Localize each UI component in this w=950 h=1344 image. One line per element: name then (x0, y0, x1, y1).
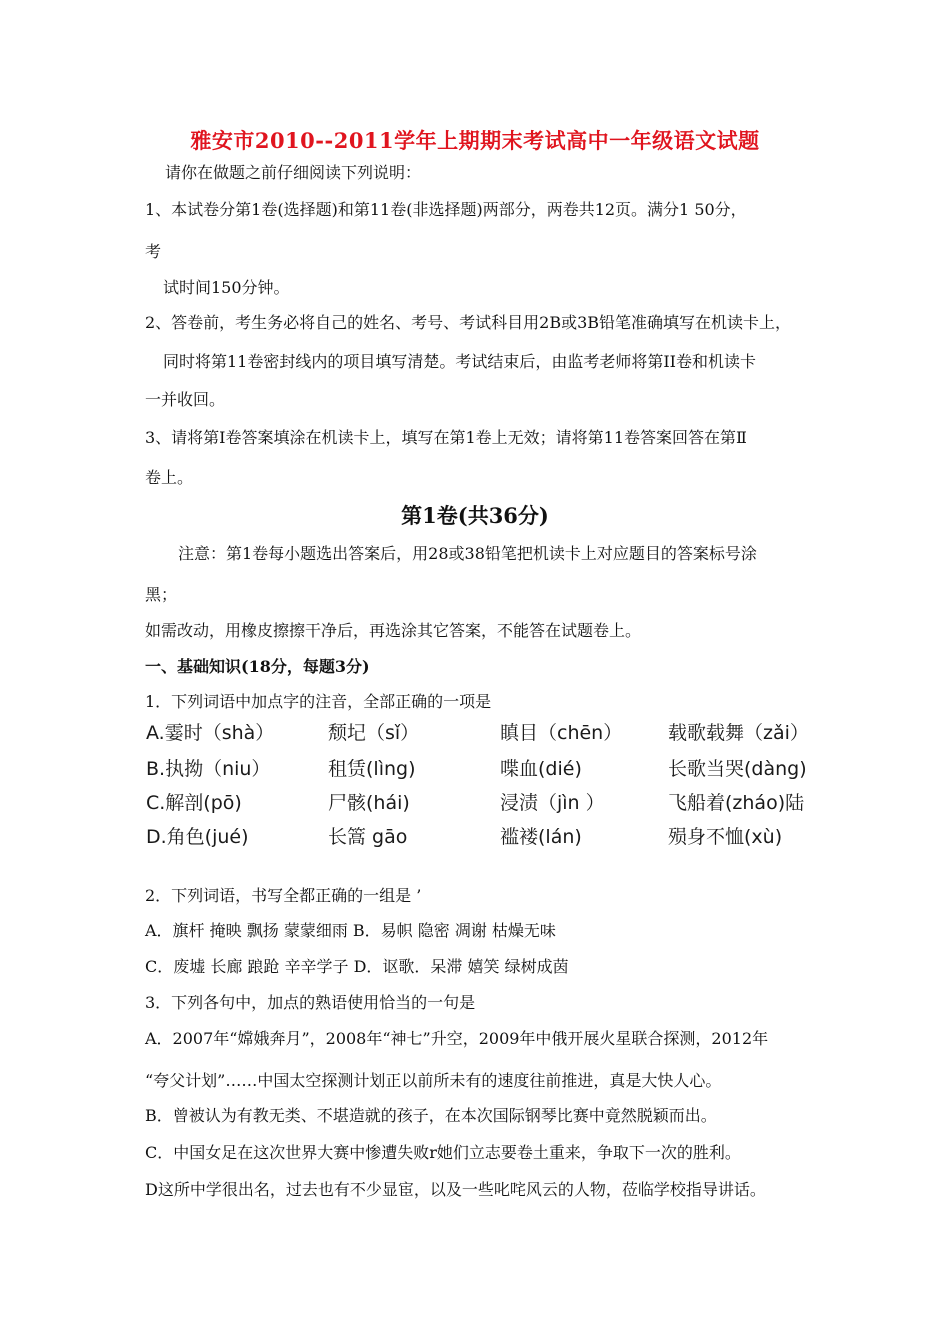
question-2-option: A．旗杆 掩映 飘扬 蒙蒙细雨 B．易帜 隐密 凋谢 枯燥无味 (145, 921, 556, 940)
question-3-option: A．2007年“嫦娥奔月”，2008年“神七”升空，2009年中俄开展火星联合探测，2012年 (145, 1029, 769, 1048)
attention-line: 黑； (145, 585, 178, 604)
page-title: 雅安市2010--2011学年上期期末考试高中一年级语文试题 (190, 128, 760, 153)
note-line: 卷上。 (145, 468, 194, 487)
option-cell: B.执拗（niu） (146, 758, 271, 780)
note-line: 1、本试卷分第1卷(选择题)和第11卷(非选择题)两部分，两卷共12页。满分1 50分， (145, 200, 747, 219)
note-line: 试时间150分钟。 (163, 278, 290, 297)
question-2: 2．下列词语，书写全都正确的一组是 ’ (145, 886, 422, 905)
note-line: 同时将第11卷密封线内的项目填写清楚。考试结束后，由监考老师将第II卷和机读卡 (163, 352, 757, 371)
question-3-option: D这所中学很出名，过去也有不少显宦，以及一些叱咤风云的人物，莅临学校指导讲话。 (145, 1180, 766, 1199)
attention-line: 如需改动，用橡皮擦擦干净后，再选涂其它答案，不能答在试题卷上。 (145, 621, 642, 640)
note-line: 考 (145, 242, 162, 261)
option-cell: 瞋目（chēn） (500, 722, 623, 744)
volume-title: 第1卷(共36分) (401, 503, 549, 528)
option-cell: 长歌当哭(dàng) (668, 758, 807, 780)
attention-line: 注意：第1卷每小题选出答案后，用28或38铅笔把机读卡上对应题目的答案标号涂 (178, 544, 757, 563)
question-1-options-image (140, 712, 815, 862)
question-3-option: B．曾被认为有教无类、不堪造就的孩子，在本次国际钢琴比赛中竟然脱颖而出。 (145, 1106, 717, 1125)
note-line: 3、请将第I卷答案填涂在机读卡上，填写在第1卷上无效；请将第11卷答案回答在第Ⅱ (145, 428, 747, 447)
option-cell: 喋血(dié) (500, 758, 582, 780)
section-heading: 一、基础知识(18分，每题3分) (145, 657, 370, 676)
option-cell: 长篙 gāo (328, 826, 408, 848)
option-cell: 尸骸(hái) (328, 792, 410, 814)
option-cell: A.霎时（shà） (146, 722, 275, 744)
option-cell: C.解剖(pō) (146, 792, 242, 814)
question-3-option: “夸父计划”……中国太空探测计划正以前所未有的速度往前推进，真是大快人心。 (145, 1071, 722, 1090)
option-cell: 飞船着(zháo)陆 (668, 792, 805, 814)
option-cell: 租赁(lìng) (328, 758, 416, 780)
option-cell: 褴褛(lán) (500, 826, 582, 848)
option-cell: D.角色(jué) (146, 826, 249, 848)
option-cell: 颓圮（sǐ） (328, 722, 420, 744)
option-cell: 殒身不恤(xù) (668, 826, 783, 848)
note-line: 2、答卷前，考生务必将自己的姓名、考号、考试科目用2B或3B铅笔准确填写在机读卡上， (145, 313, 792, 332)
question-3: 3．下列各句中，加点的熟语使用恰当的一句是 (145, 993, 476, 1012)
question-3-option: C．中国女足在这次世界大赛中惨遭失败r她们立志要卷土重来，争取下一次的胜利。 (145, 1143, 741, 1162)
option-cell: 载歌载舞（zǎi） (668, 722, 809, 744)
option-cell: 浸渍（jìn ） (500, 792, 605, 814)
question-1: 1．下列词语中加点字的注音，全部正确的一项是 (145, 692, 492, 711)
note-line: 一并收回。 (145, 390, 226, 409)
intro-text: 请你在做题之前仔细阅读下列说明： (165, 163, 422, 182)
question-2-option: C．废墟 长廊 踉跄 辛辛学子 D．讴歌．呆滞 嬉笑 绿树成茵 (145, 957, 569, 976)
